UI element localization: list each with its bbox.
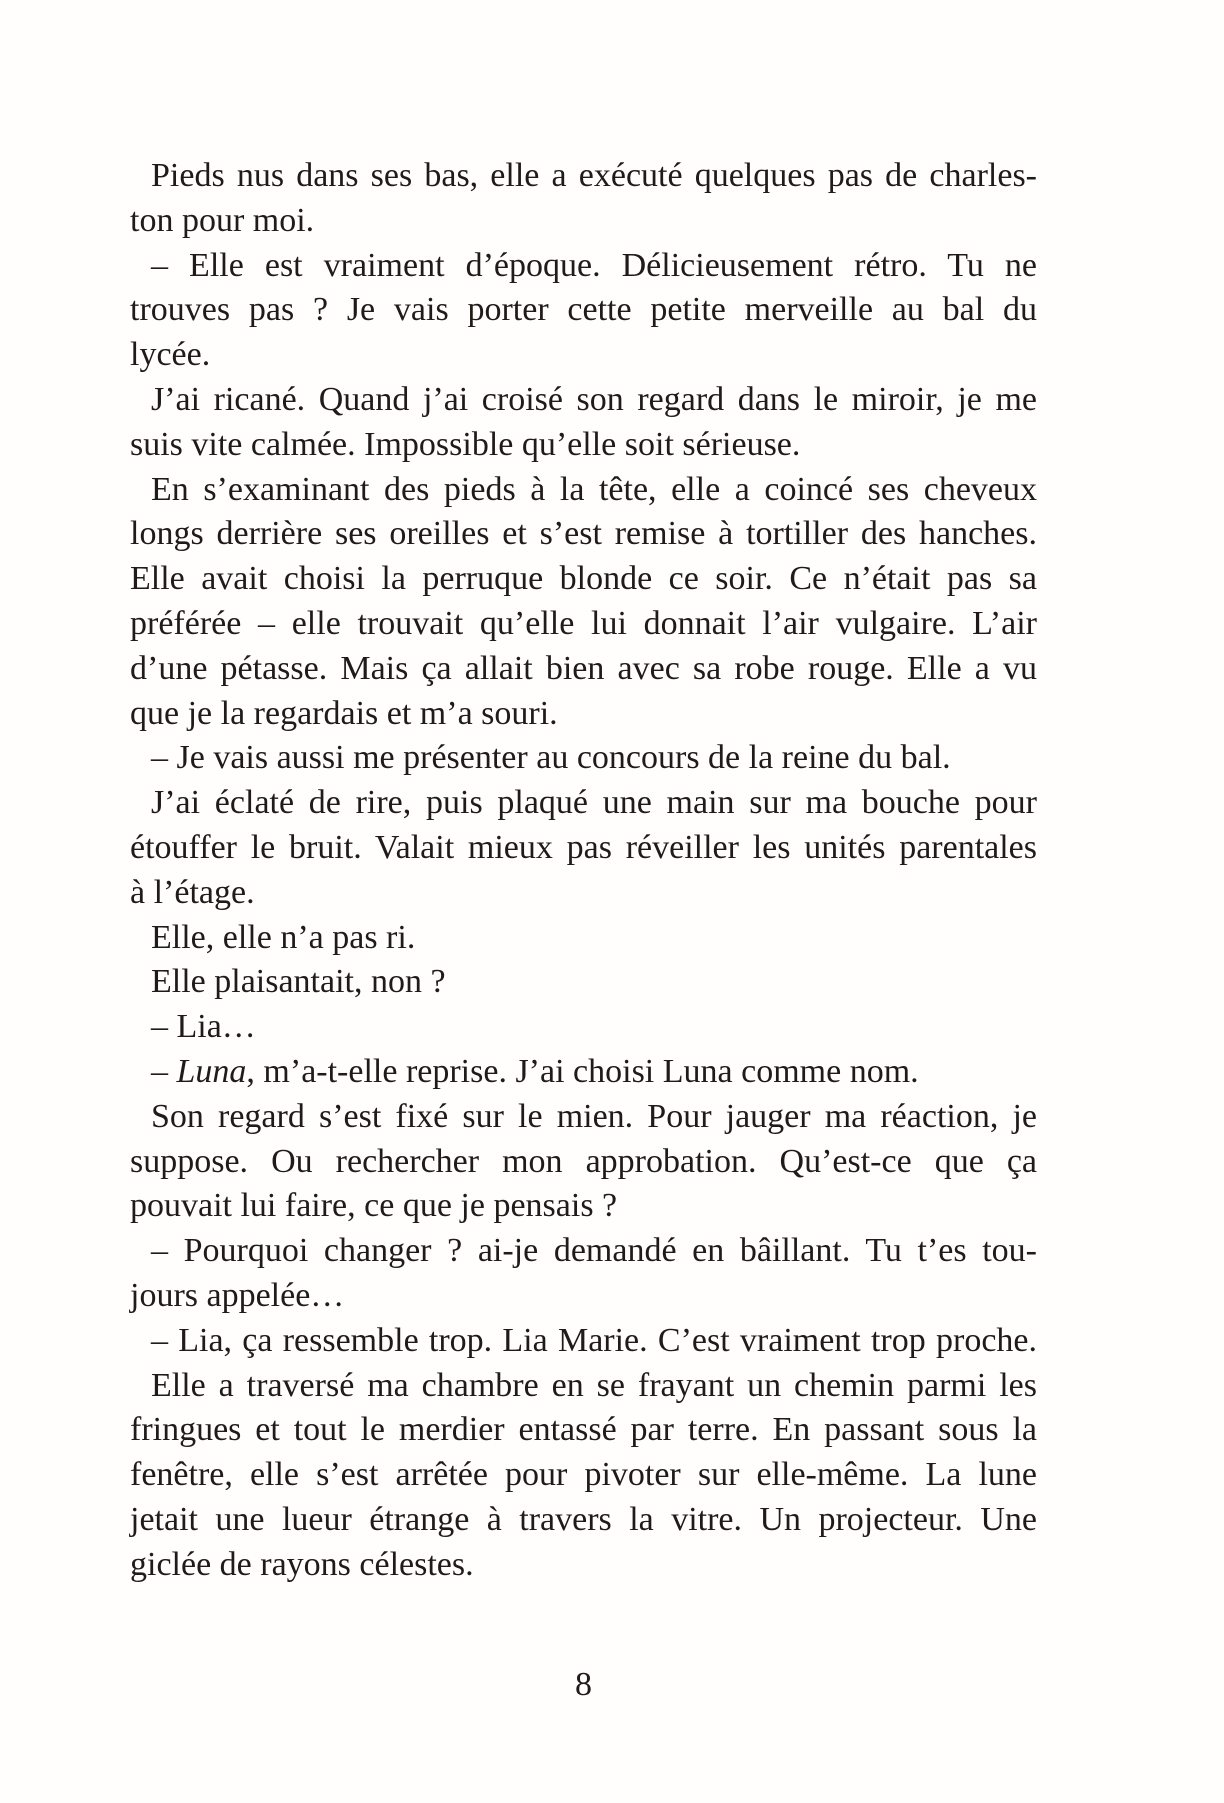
text-line: – Lia… — [151, 1008, 256, 1046]
text-line: fenêtre, elle s’est arrêtée pour pivoter sur elle-même. La lune — [130, 1456, 1037, 1494]
text-line: préférée – elle trouvait qu’elle lui donnait l’air vulgaire. L’air — [130, 604, 1037, 642]
page-text-block — [130, 154, 1037, 1588]
text-line: Elle plaisantait, non ? — [151, 963, 446, 1001]
text-line: – Lia, ça ressemble trop. Lia Marie. C’est vraiment trop proche. — [151, 1321, 1037, 1359]
text-line: longs derrière ses oreilles et s’est remise à tortiller des hanches. — [130, 515, 1037, 553]
text-line: que je la regardais et m’a souri. — [130, 694, 558, 732]
text-line: suppose. Ou rechercher mon approbation. Qu’est-ce que ça — [130, 1142, 1037, 1180]
text-line: giclée de rayons célestes. — [130, 1545, 474, 1583]
text-line: trouves pas ? Je vais porter cette petite merveille au bal du — [130, 291, 1037, 329]
text-line: Elle, elle n’a pas ri. — [151, 918, 416, 956]
text-line: étouffer le bruit. Valait mieux pas réveiller les unités parentales — [130, 828, 1037, 866]
italic-name: Luna — [176, 1052, 247, 1090]
text-line: ton pour moi. — [130, 201, 315, 239]
text-line: jetait une lueur étrange à travers la vitre. Un projecteur. Une — [130, 1500, 1037, 1538]
text-line: – Elle est vraiment d’époque. Délicieusement rétro. Tu ne — [151, 246, 1037, 284]
text-line: jours appelée… — [130, 1276, 345, 1314]
text-line: J’ai ricané. Quand j’ai croisé son regard dans le miroir, je me — [151, 380, 1037, 418]
text-line — [130, 1050, 1037, 1095]
text-line: pouvait lui faire, ce que je pensais ? — [130, 1187, 618, 1225]
dialogue-rest: , m’a-t-elle reprise. J’ai choisi Luna comme nom. — [246, 1052, 919, 1090]
text-line: suis vite calmée. Impossible qu’elle soit sérieuse. — [130, 425, 801, 463]
text-line: J’ai éclaté de rire, puis plaqué une main sur ma bouche pour — [151, 784, 1037, 822]
text-line: Pieds nus dans ses bas, elle a exécuté quelques pas de charles- — [151, 157, 1037, 194]
text-line: – Je vais aussi me présenter au concours de la reine du bal. — [151, 739, 951, 777]
page-number: 8 — [575, 1666, 592, 1703]
text-line: lycée. — [130, 336, 211, 374]
page-footer — [130, 1663, 1037, 1708]
text-line: Son regard s’est fixé sur le mien. Pour jauger ma réaction, je — [151, 1097, 1037, 1135]
text-line: Elle a traversé ma chambre en se frayant un chemin parmi les — [151, 1366, 1037, 1404]
text-line: fringues et tout le merdier entassé par terre. En passant sous la — [130, 1411, 1037, 1449]
text-line: – Pourquoi changer ? ai-je demandé en bâillant. Tu t’es tou- — [151, 1232, 1037, 1270]
text-line: d’une pétasse. Mais ça allait bien avec sa robe rouge. Elle a vu — [130, 649, 1037, 687]
text-line: En s’examinant des pieds à la tête, elle a coincé ses cheveux — [151, 470, 1037, 508]
text-line: Elle avait choisi la perruque blonde ce soir. Ce n’était pas sa — [130, 560, 1037, 598]
text-line: à l’étage. — [130, 873, 255, 911]
dialogue-dash: – — [151, 1052, 177, 1090]
